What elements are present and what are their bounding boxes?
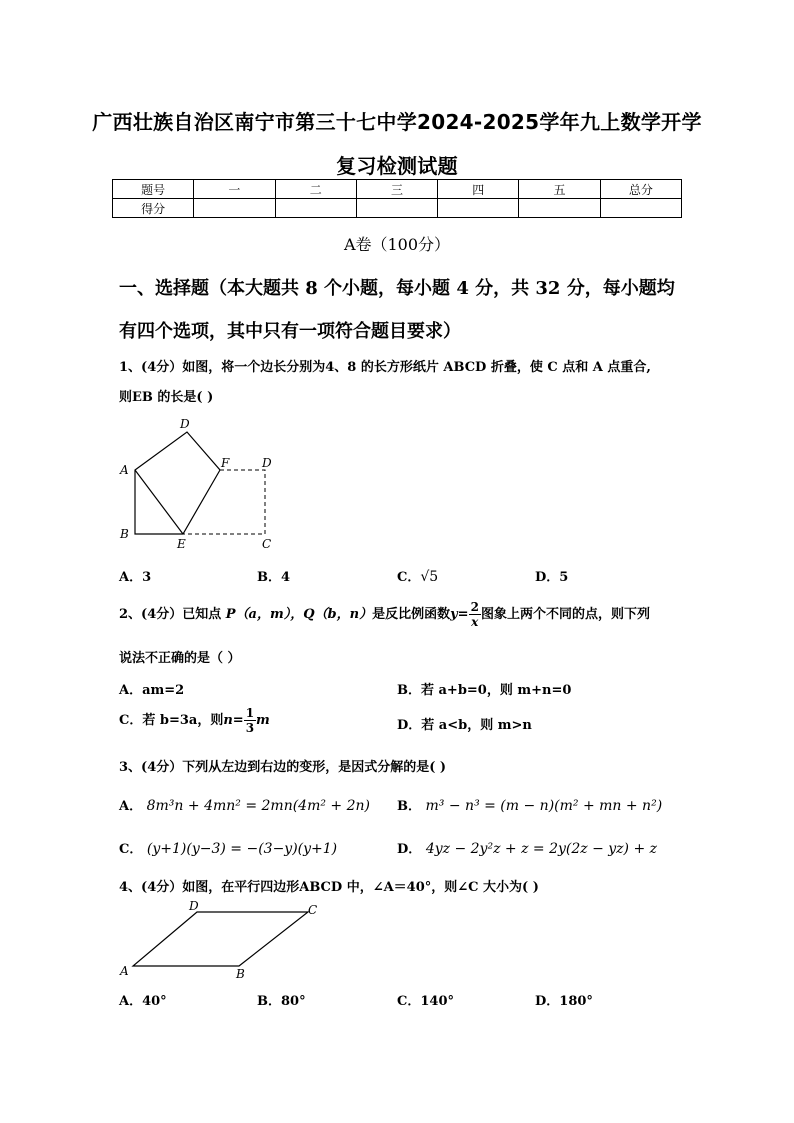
q2-option-c-fraction	[244, 706, 256, 735]
q2-option-c[interactable]	[119, 706, 270, 735]
fraction-denominator: x	[471, 615, 479, 629]
table-cell: 五	[519, 180, 600, 199]
table-cell	[356, 199, 437, 218]
label-d-top: D	[180, 417, 190, 431]
q2-option-a[interactable]: A．am=2	[119, 683, 185, 698]
q3-option-a[interactable]	[119, 795, 370, 814]
exam-title-line2: 复习检测试题	[336, 154, 458, 178]
q2-points: P（a，m），Q（b，n）	[225, 607, 373, 622]
label-a: A	[120, 463, 129, 477]
q2-prefix: 2、(4分）已知点	[119, 607, 222, 622]
q2-stem-line1	[119, 600, 650, 629]
q1-option-c[interactable]	[397, 566, 438, 585]
folded-shape	[135, 432, 220, 534]
q2-option-d[interactable]: D．若 a<b，则 m>n	[397, 718, 532, 733]
q2-option-c-prefix: C．若 b=3a，则	[119, 713, 224, 728]
label-d: D	[189, 899, 199, 913]
q4-option-d[interactable]: D．180°	[535, 994, 593, 1009]
q1-figure-rectangle-fold	[115, 412, 285, 552]
q2-mid: 是反比例函数	[372, 607, 451, 622]
score-table-header-row	[113, 180, 682, 199]
q3-option-d[interactable]	[397, 838, 657, 857]
q2-option-b[interactable]: B．若 a+b=0，则 m+n=0	[397, 683, 572, 698]
q4-option-b[interactable]: B．80°	[257, 994, 306, 1009]
q1-option-b[interactable]: B．4	[257, 570, 291, 585]
fraction-numerator: 1	[245, 706, 255, 720]
table-cell: 得分	[113, 199, 194, 218]
q1-option-a[interactable]: A．3	[119, 570, 152, 585]
q4-stem: 4、(4分）如图，在平行四边形ABCD 中，∠A＝40°，则∠C 大小为( )	[119, 880, 539, 895]
score-table-score-row	[113, 199, 682, 218]
table-cell: 题号	[113, 180, 194, 199]
label-b: B	[120, 527, 129, 541]
q4-option-c[interactable]: C．140°	[397, 994, 454, 1009]
q1-stem-line2: 则EB 的长是( )	[119, 390, 214, 405]
q2-option-c-lhs: n=	[223, 713, 244, 728]
q2-function-fraction	[469, 600, 481, 629]
q3-option-b-label: B．	[397, 799, 421, 814]
q4-option-a[interactable]: A．40°	[119, 994, 167, 1009]
q1-option-c-math: √5	[420, 569, 439, 585]
q3-option-b[interactable]	[397, 795, 662, 814]
fold-line-ae	[135, 470, 183, 534]
q1-option-c-label: C．	[397, 570, 421, 585]
part1-heading-line2: 有四个选项，其中只有一项符合题目要求）	[119, 321, 461, 342]
q2-func-lhs: y=	[450, 607, 469, 622]
table-cell: 三	[356, 180, 437, 199]
label-f: F	[221, 456, 230, 470]
exam-title-line1: 广西壮族自治区南宁市第三十七中学2024-2025学年九上数学开学	[92, 110, 702, 134]
table-cell: 二	[275, 180, 356, 199]
part1-heading-line1: 一、选择题（本大题共 8 个小题，每小题 4 分，共 32 分，每小题均	[119, 278, 675, 299]
label-e: E	[177, 537, 186, 551]
q3-option-a-label: A．	[119, 799, 143, 814]
table-cell: 总分	[600, 180, 681, 199]
q2-option-c-suffix: m	[256, 713, 270, 728]
q3-stem: 3、(4分）下列从左边到右边的变形，是因式分解的是( )	[119, 760, 447, 775]
q3-option-c-math: (y+1)(y−3) = −(3−y)(y+1)	[146, 841, 338, 857]
q2-suffix: 图象上两个不同的点，则下列	[480, 607, 650, 622]
q4-figure-parallelogram	[115, 898, 335, 982]
q2-stem-line2: 说法不正确的是（ ）	[119, 651, 241, 666]
label-b: B	[236, 967, 245, 981]
table-cell: 四	[438, 180, 519, 199]
q3-option-c[interactable]	[119, 838, 337, 857]
q3-option-d-math: 4yz − 2y²z + z = 2y(2z − yz) + z	[425, 841, 658, 857]
q3-option-c-label: C．	[119, 842, 143, 857]
table-cell: 一	[194, 180, 275, 199]
label-c: C	[262, 537, 272, 551]
q1-option-d[interactable]: D．5	[535, 570, 569, 585]
original-rect-dashed	[183, 470, 265, 534]
parallelogram-abcd	[133, 912, 308, 966]
score-table	[112, 179, 682, 218]
table-cell	[275, 199, 356, 218]
q3-option-b-math: m³ − n³ = (m − n)(m² + mn + n²)	[425, 798, 663, 814]
fraction-denominator: 3	[245, 721, 255, 735]
q3-option-a-math: 8m³n + 4mn² = 2mn(4m² + 2n)	[146, 798, 370, 814]
q3-option-d-label: D．	[397, 842, 422, 857]
label-d-right: D	[262, 456, 272, 470]
table-cell	[600, 199, 681, 218]
fraction-numerator: 2	[470, 600, 479, 614]
label-c: C	[308, 903, 318, 917]
table-cell	[519, 199, 600, 218]
label-a: A	[120, 964, 129, 978]
section-a-heading: A卷（100分）	[343, 235, 451, 254]
table-cell	[438, 199, 519, 218]
q1-stem-line1: 1、(4分）如图，将一个边长分别为4、8 的长方形纸片 ABCD 折叠，使 C 点和 A 点重合,	[119, 360, 651, 375]
table-cell	[194, 199, 275, 218]
